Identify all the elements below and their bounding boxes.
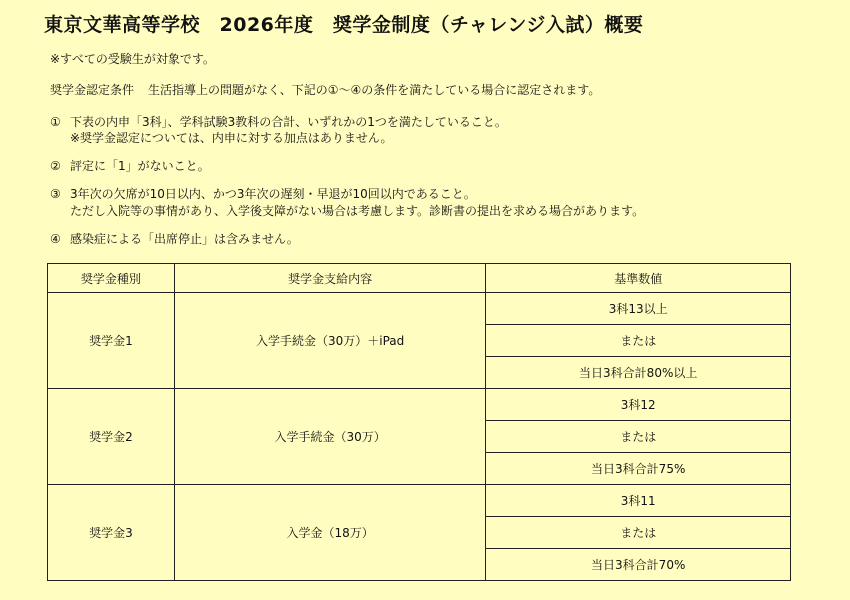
condition-1 [50,113,507,130]
condition-number: ③ [50,187,61,201]
page-title: 東京文華高等学校 2026年度 奨学金制度（チャレンジ入試）概要 [44,14,644,36]
scholarship-table [47,263,791,581]
criteria-value: 3科11 [486,485,791,517]
condition-3-note: ただし入院等の事情があり、入学後支障がない場合は考慮します。診断書の提出を求める場合があります。 [70,204,645,218]
condition-text: 感染症による「出席停止」は含みません。 [70,232,299,246]
criteria-value: 当日3科合計80%以上 [486,357,791,389]
table-header-row [48,264,791,293]
condition-text: 評定に「1」がないこと。 [70,159,210,173]
condition-1-note: ※奨学金認定については、内申に対する加点はありません。 [70,131,393,145]
criteria-or: または [486,517,791,549]
eligibility-note: ※すべての受験生が対象です。 [50,52,215,66]
criteria-value: 当日3科合計75% [486,453,791,485]
table-row [48,293,791,325]
condition-text: 下表の内申「3科」、学科試験3教科の合計、いずれかの1つを満たしていること。 [70,115,507,129]
criteria-or: または [486,421,791,453]
scholarship-type: 奨学金2 [48,389,175,485]
scholarship-content: 入学金（18万） [174,485,486,581]
scholarship-type: 奨学金1 [48,293,175,389]
header-type: 奨学金種別 [48,264,175,293]
table-row [48,485,791,517]
condition-number: ① [50,115,61,129]
criteria-or: または [486,325,791,357]
criteria-value: 3科13以上 [486,293,791,325]
table-row [48,389,791,421]
condition-2 [50,157,210,174]
criteria-intro [50,81,600,98]
header-criteria: 基準数値 [486,264,791,293]
condition-text: 3年次の欠席が10日以内、かつ3年次の遅刻・早退が10回以内であること。 [70,187,476,201]
condition-3 [50,185,476,202]
criteria-value: 3科12 [486,389,791,421]
condition-number: ④ [50,232,61,246]
criteria-value: 当日3科合計70% [486,549,791,581]
condition-4 [50,230,299,247]
criteria-text: 生活指導上の問題がなく、下記の①～④の条件を満たしている場合に認定されます。 [148,83,601,97]
scholarship-type: 奨学金3 [48,485,175,581]
header-content: 奨学金支給内容 [174,264,486,293]
criteria-label: 奨学金認定条件 [50,83,135,97]
scholarship-content: 入学手続金（30万）＋iPad [174,293,486,389]
condition-number: ② [50,159,61,173]
scholarship-content: 入学手続金（30万） [174,389,486,485]
